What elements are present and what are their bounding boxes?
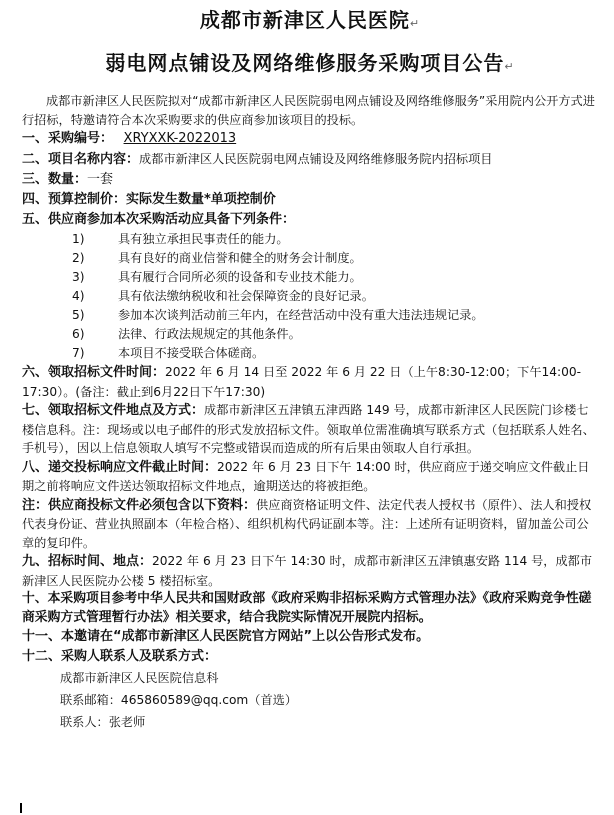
section-required-documents: 注：供应商投标文件必须包含以下资料：供应商资格证明文件、法定代表人授权书（原件）、法人和授权代表身份证、营业执照副本（年检合格）、组织机构代码证副本等。注：上述所有证明资料，留加盖公司公章的复印件。	[22, 497, 592, 550]
list-item: 4) 具有依法缴纳税收和社会保障资金的良好记录。	[72, 289, 374, 303]
list-item: 5) 参加本次谈判活动前三年内，在经营活动中没有重大违法违规记录。	[72, 308, 484, 322]
section-submission-deadline: 八、递交投标响应文件截止时间：2022 年 6 月 23 日下午 14:00 时，供应商应于递交响应文件截止日期之前将响应文件送达领取招标文件地点，逾期送达的将被拒绝。	[22, 459, 590, 493]
section-quantity: 三、数量：一套	[22, 172, 114, 187]
intro-paragraph: 成都市新津区人民医院拟对“成都市新津区人民医院弱电网点铺设及网络维修服务”采用院内公开方式进行招标，特邀请符合本次采购要求的供应商参加该项目的投标。	[22, 94, 595, 127]
conditions-list	[22, 230, 598, 363]
section-doc-collection-place: 七、领取招标文件地点及方式：成都市新津区五津镇五津西路 149 号，成都市新津区人民医院门诊楼七楼信息科。注：现场或以电子邮件的形式发放招标文件。领取单位需准确填写联系方式（包括联系人姓名、手机号），因以上信息领取人填写不完整或错误而造成的所有后果由领取人自行承担。	[22, 403, 595, 455]
procurement-number-value: XRYXXK-2022013	[123, 131, 237, 146]
document-title: 成都市新津区人民医院↵	[199, 8, 421, 32]
list-item: 2) 具有良好的商业信誉和健全的财务会计制度。	[72, 251, 362, 265]
quantity-value: 一套	[87, 172, 114, 187]
list-item: 7) 本项目不接受联合体磋商。	[72, 346, 265, 360]
section-project-name: 二、项目名称内容：成都市新津区人民医院弱电网点铺设及网络维修服务院内招标项目	[22, 152, 493, 167]
section-procurement-number: 一、采购编号： XRYXXK-2022013	[22, 131, 237, 146]
section-conditions: 五、供应商参加本次采购活动应具备下列条件：	[22, 212, 296, 227]
section-budget: 四、预算控制价：实际发生数量*单项控制价	[22, 192, 276, 207]
list-item: 6) 法律、行政法规规定的其他条件。	[72, 327, 301, 341]
list-item: 1) 具有独立承担民事责任的能力。	[72, 232, 289, 246]
document-subtitle: 弱电网点铺设及网络维修服务采购项目公告↵	[105, 51, 515, 75]
project-name-value: 成都市新津区人民医院弱电网点铺设及网络维修服务院内招标项目	[139, 152, 493, 166]
text-cursor	[20, 803, 22, 813]
section-regulations: 十、本采购项目参考中华人民共和国财政部《政府采购非招标采购方式管理办法》《政府采购竞争性磋商采购方式管理暂行办法》相关要求，结合我院实际情况开展院内招标。	[22, 591, 592, 625]
section-doc-collection-time: 六、领取招标文件时间：2022 年 6 月 14 日至 2022 年 6 月 22 日（上午8:30-12:00；下午14:00-17:30）。(备注：截止到6月22日下午17:30)	[22, 365, 582, 399]
contact-organization: 成都市新津区人民医院信息科	[60, 671, 219, 685]
contact-block	[22, 667, 598, 733]
section-contact: 十二、采购人联系人及联系方式：	[22, 649, 218, 664]
contact-person: 联系人：张老师	[60, 715, 146, 729]
contact-email: 联系邮箱：465860589@qq.com（首选）	[60, 693, 298, 707]
section-bid-time-place: 九、招标时间、地点：2022 年 6 月 23 日下午 14:30 时，成都市新津区五津镇惠安路 114 号，成都市新津区人民医院办公楼 5 楼招标室。	[22, 554, 593, 588]
list-item: 3) 具有履行合同所必须的设备和专业技术能力。	[72, 270, 362, 284]
section-publication: 十一、本邀请在“成都市新津区人民医院官方网站”上以公告形式发布。	[22, 629, 430, 644]
